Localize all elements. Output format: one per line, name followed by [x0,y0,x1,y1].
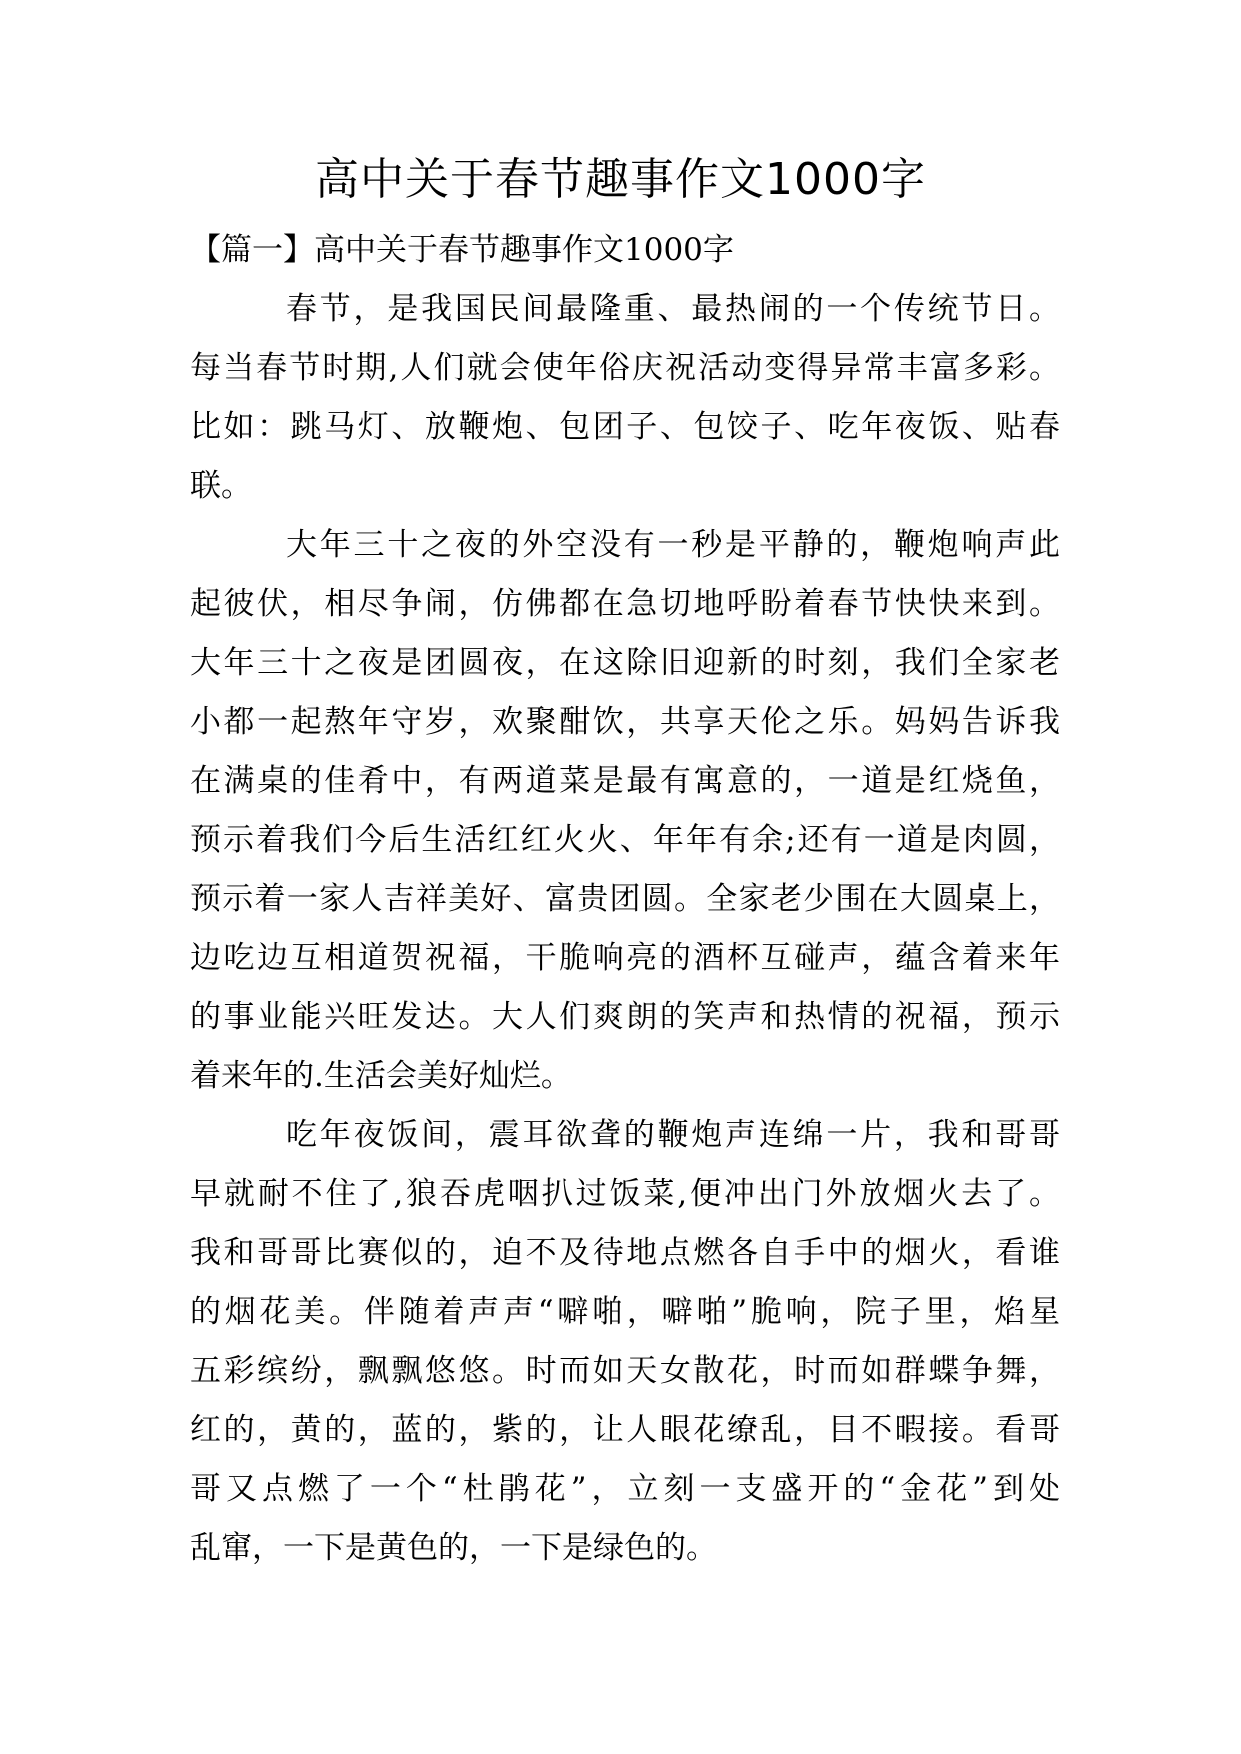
text-line: 比如：跳马灯、放鞭炮、包团子、包饺子、吃年夜饭、贴春 [190,409,1060,445]
text-line: 着来年的.生活会美好灿烂。 [190,1058,572,1094]
text-line: 预示着一家人吉祥美好、富贵团圆。全家老少围在大圆桌上， [190,881,1060,917]
text-line: 我和哥哥比赛似的，迫不及待地点燃各自手中的烟火，看谁 [190,1235,1060,1271]
text-line: 每当春节时期,人们就会使年俗庆祝活动变得异常丰富多彩。 [190,350,1060,386]
text-line: 大年三十之夜是团圆夜，在这除旧迎新的时刻，我们全家老 [190,645,1060,681]
text-line: 的事业能兴旺发达。大人们爽朗的笑声和热情的祝福，预示 [190,999,1060,1035]
text-line: 五彩缤纷，飘飘悠悠。时而如天女散花，时而如群蝶争舞， [190,1353,1060,1389]
text-line: 边吃边互相道贺祝福，干脆响亮的酒杯互碰声，蕴含着来年 [190,940,1060,976]
text-line: 春节，是我国民间最隆重、最热闹的一个传统节日。 [286,291,1060,327]
paragraph [190,516,1060,1106]
text-line: 大年三十之夜的外空没有一秒是平静的，鞭炮响声此 [286,527,1060,563]
text-line: 吃年夜饭间，震耳欲聋的鞭炮声连绵一片，我和哥哥 [286,1117,1060,1153]
paragraph [190,280,1060,516]
text-line: 小都一起熬年守岁，欢聚酣饮，共享天伦之乐。妈妈告诉我 [190,704,1060,740]
text-line: 红的，黄的，蓝的，紫的，让人眼花缭乱，目不暇接。看哥 [190,1412,1060,1448]
text-line: 联。 [190,468,252,504]
section-heading: 【篇一】高中关于春节趣事作文1000字 [190,232,734,268]
document-title: 高中关于春节趣事作文1000字 [315,154,926,205]
text-line: 哥又点燃了一个“杜鹃花”，立刻一支盛开的“金花”到处 [190,1471,1060,1507]
text-line: 在满桌的佳肴中，有两道菜是最有寓意的，一道是红烧鱼， [190,763,1060,799]
text-line: 预示着我们今后生活红红火火、年年有余;还有一道是肉圆， [190,822,1060,858]
paragraph [190,1106,1060,1578]
text-line: 的烟花美。伴随着声声“噼啪，噼啪”脆响，院子里，焰星 [190,1294,1060,1330]
text-line: 早就耐不住了,狼吞虎咽扒过饭菜,便冲出门外放烟火去了。 [190,1176,1060,1212]
document-body [190,280,1060,1578]
text-line: 起彼伏，相尽争闹，仿佛都在急切地呼盼着春节快快来到。 [190,586,1060,622]
text-line: 乱窜，一下是黄色的，一下是绿色的。 [190,1530,717,1566]
